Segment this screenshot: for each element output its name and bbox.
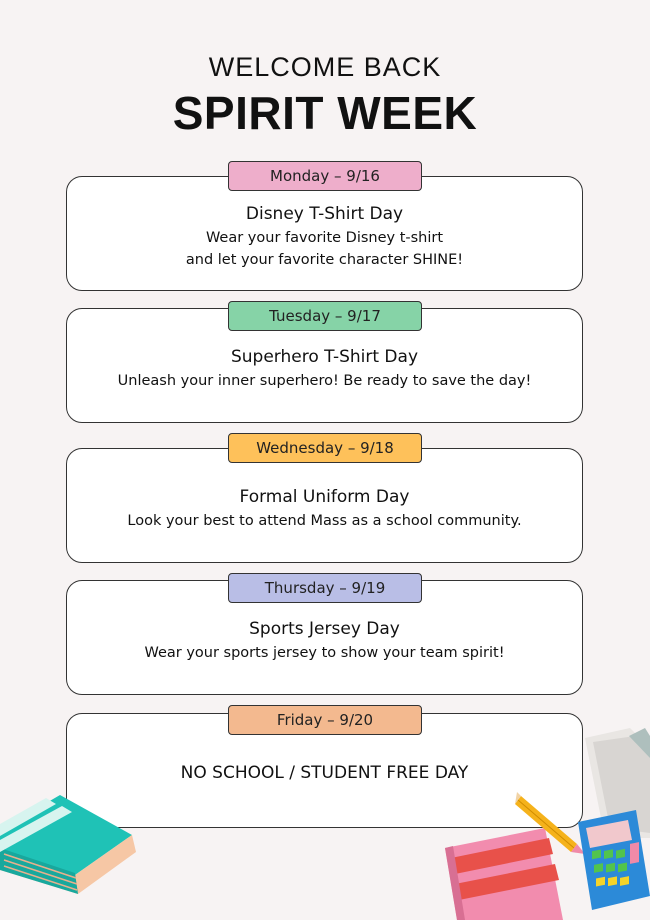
day-description-line: Look your best to attend Mass as a school community. — [127, 513, 522, 529]
day-description-line: Wear your sports jersey to show your team spirit! — [144, 645, 505, 661]
day-title: NO SCHOOL / STUDENT FREE DAY — [180, 763, 469, 783]
header-welcome-back: WELCOME BACK — [208, 52, 442, 82]
calculator-icon — [578, 810, 650, 920]
header-spirit-week: SPIRIT WEEK — [172, 87, 478, 139]
day-tab-friday: Friday – 9/20 — [228, 705, 422, 735]
day-card-monday — [66, 176, 583, 291]
day-description-line: Unleash your inner superhero! Be ready to save the day! — [117, 373, 532, 389]
day-description-line: and let your favorite character SHINE! — [185, 252, 464, 268]
day-tab-thursday: Thursday – 9/19 — [228, 573, 422, 603]
day-tab-tuesday: Tuesday – 9/17 — [228, 301, 422, 331]
day-tab-wednesday: Wednesday – 9/18 — [228, 433, 422, 463]
day-title: Formal Uniform Day — [239, 487, 410, 507]
day-description-line: Wear your favorite Disney t-shirt — [205, 230, 444, 246]
day-title: Sports Jersey Day — [249, 619, 400, 639]
day-card-wednesday — [66, 448, 583, 563]
day-title: Disney T-Shirt Day — [245, 204, 404, 224]
day-tab-monday: Monday – 9/16 — [228, 161, 422, 191]
day-title: Superhero T-Shirt Day — [230, 347, 419, 367]
book-icon — [0, 790, 140, 900]
